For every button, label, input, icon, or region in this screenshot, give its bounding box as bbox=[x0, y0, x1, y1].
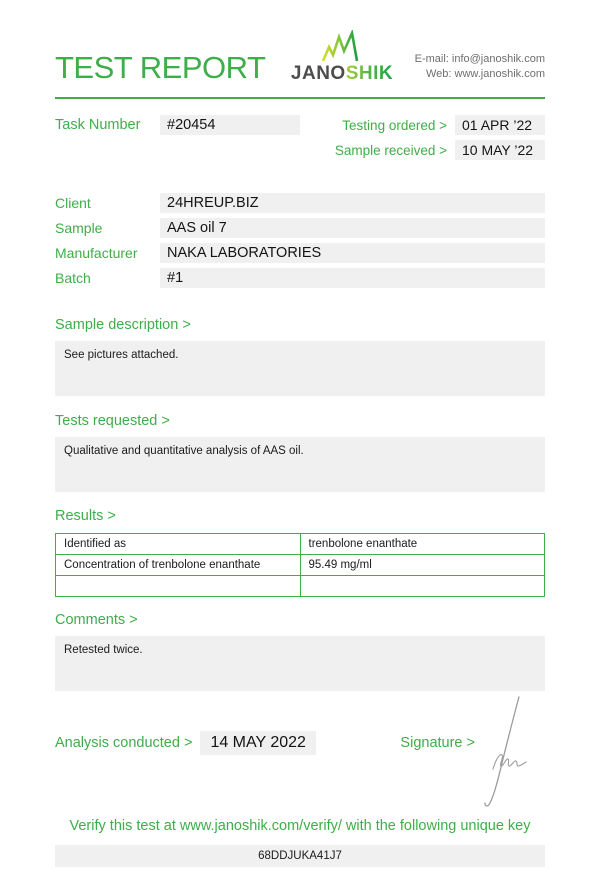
sample-description-heading: Sample description > bbox=[55, 317, 191, 333]
results-section bbox=[55, 507, 545, 597]
result-name-cell bbox=[56, 576, 301, 597]
task-section bbox=[55, 115, 545, 160]
logo-text-jano: JANO bbox=[290, 63, 346, 84]
signature-image bbox=[473, 693, 531, 809]
sample-received-row bbox=[335, 140, 545, 160]
testing-ordered-row bbox=[335, 115, 545, 135]
result-value-cell: trenbolone enanthate bbox=[300, 534, 545, 555]
logo-text-shik: SHIK bbox=[345, 63, 394, 84]
result-value-cell bbox=[300, 576, 545, 597]
comments-section bbox=[55, 611, 545, 691]
footer-row bbox=[55, 731, 545, 755]
table-row bbox=[56, 555, 545, 576]
sample-description-section bbox=[55, 316, 545, 396]
sample-value: AAS oil 7 bbox=[160, 218, 545, 238]
comments-body: Retested twice. bbox=[55, 636, 545, 691]
info-section bbox=[55, 193, 545, 288]
sample-received-label: Sample received > bbox=[334, 142, 447, 158]
analysis-conducted bbox=[55, 731, 316, 755]
logo-wordmark bbox=[291, 64, 393, 84]
info-row-batch bbox=[55, 268, 545, 288]
client-label: Client bbox=[55, 195, 91, 211]
comments-heading: Comments > bbox=[55, 612, 138, 628]
table-row bbox=[56, 534, 545, 555]
task-number-row bbox=[55, 115, 300, 135]
tests-requested-body: Qualitative and quantitative analysis of AAS oil. bbox=[55, 437, 545, 492]
analysis-conducted-label: Analysis conducted > bbox=[55, 735, 193, 751]
results-heading: Results > bbox=[55, 508, 116, 524]
info-row-sample bbox=[55, 218, 545, 238]
signature-block bbox=[400, 734, 545, 752]
results-table bbox=[55, 533, 545, 597]
verify-key: 68DDJUKA41J7 bbox=[55, 845, 545, 867]
result-name-cell: Concentration of trenbolone enanthate bbox=[56, 555, 301, 576]
tests-requested-section bbox=[55, 412, 545, 492]
contact-web: Web: www.janoshik.com bbox=[425, 68, 545, 80]
janoshik-logo bbox=[291, 30, 393, 84]
contact-email: E-mail: info@janoshik.com bbox=[414, 53, 545, 65]
info-row-manufacturer bbox=[55, 243, 545, 263]
contact-block bbox=[415, 52, 545, 84]
manufacturer-label: Manufacturer bbox=[55, 245, 138, 261]
tests-requested-heading: Tests requested > bbox=[55, 413, 170, 429]
analysis-conducted-value: 14 MAY 2022 bbox=[200, 731, 315, 755]
task-number-value: #20454 bbox=[160, 115, 300, 135]
result-value-cell: 95.49 mg/ml bbox=[300, 555, 545, 576]
sample-label: Sample bbox=[55, 220, 103, 236]
page-title: TEST REPORT bbox=[55, 50, 266, 85]
sample-description-body: See pictures attached. bbox=[55, 341, 545, 396]
testing-ordered-label: Testing ordered > bbox=[342, 117, 447, 133]
batch-label: Batch bbox=[55, 270, 91, 286]
header-divider bbox=[55, 97, 545, 99]
testing-ordered-value: 01 APR ’22 bbox=[455, 115, 545, 135]
verify-instruction: Verify this test at www.janoshik.com/verify/ with the following unique key bbox=[69, 818, 531, 834]
logo-chart-icon bbox=[319, 30, 365, 63]
signature-label: Signature > bbox=[400, 735, 475, 751]
header bbox=[55, 30, 545, 84]
info-row-client bbox=[55, 193, 545, 213]
task-number-label: Task Number bbox=[55, 117, 141, 133]
manufacturer-value: NAKA LABORATORIES bbox=[160, 243, 545, 263]
result-name-cell: Identified as bbox=[56, 534, 301, 555]
client-value: 24HREUP.BIZ bbox=[160, 193, 545, 213]
task-dates bbox=[335, 115, 545, 160]
batch-value: #1 bbox=[160, 268, 545, 288]
sample-received-value: 10 MAY ’22 bbox=[455, 140, 545, 160]
table-row bbox=[56, 576, 545, 597]
